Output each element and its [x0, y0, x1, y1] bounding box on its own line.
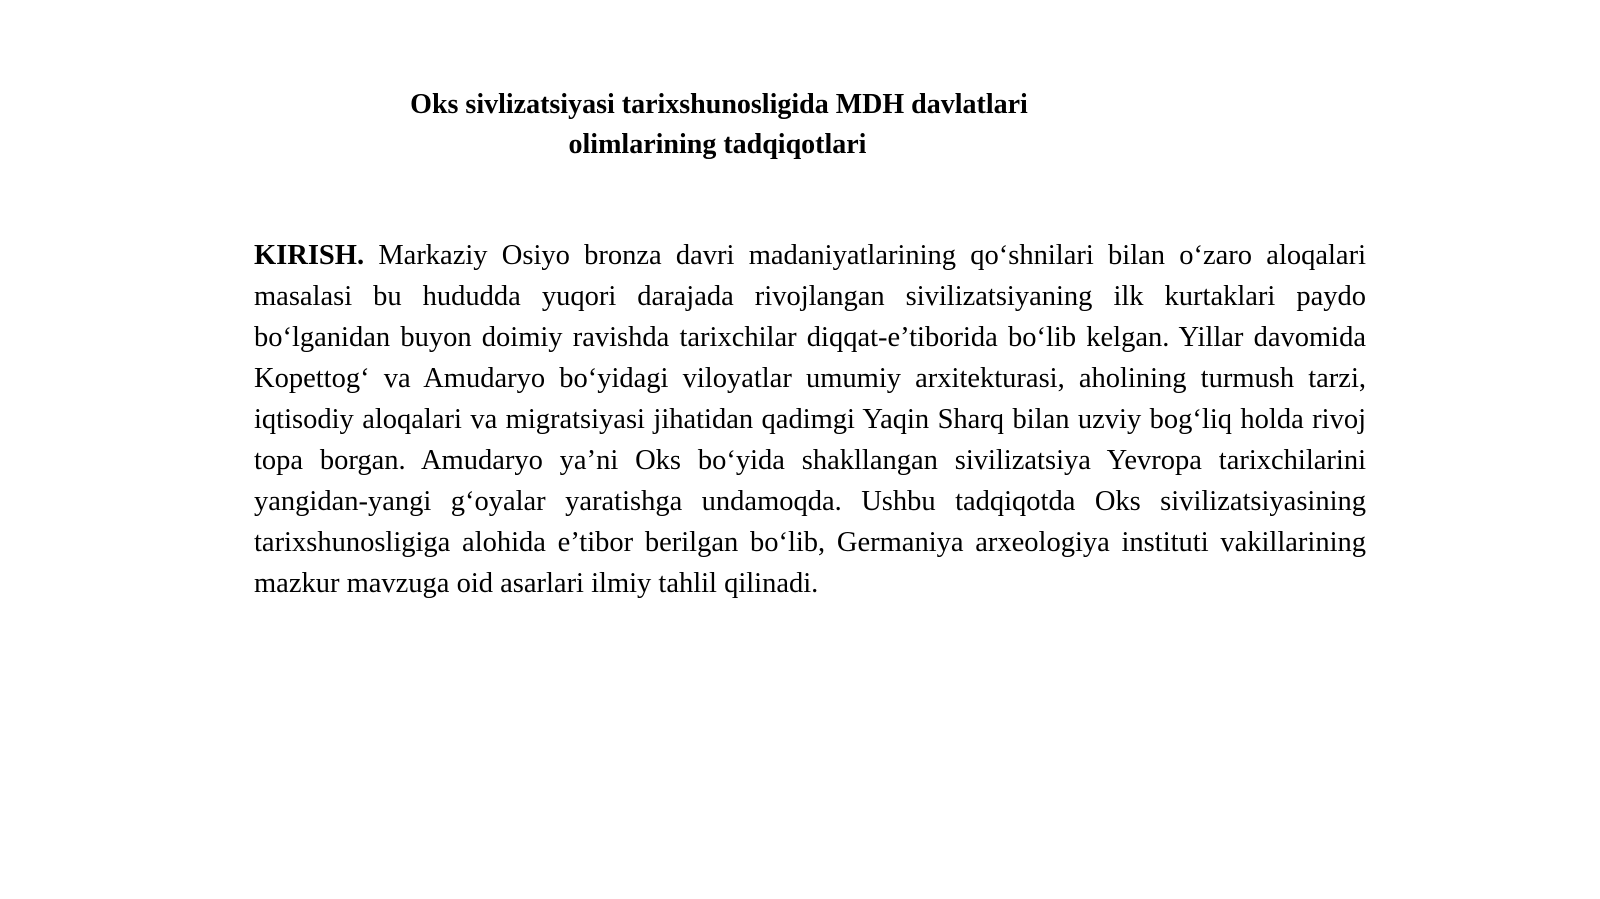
title-line-1: Oks sivlizatsiyasi tarixshunosligida MDH davlatlari: [410, 89, 1028, 120]
intro-label: KIRISH.: [254, 240, 365, 271]
intro-paragraph: [254, 235, 1366, 604]
title-line-2: olimlarining tadqiqotlari: [568, 129, 867, 160]
document-title: [400, 85, 1040, 165]
intro-text: Markaziy Osiyo bronza davri madaniyatlarining qo‘shnilari bilan o‘zaro aloqalari masalasi bu hududda yuqori darajada rivojlangan sivilizatsiyaning ilk kurtaklari paydo bo‘lganidan buyon doimiy ravishda tarixchilar diqqat-e’tiborida bo‘lib kelgan. Yillar davomida Kopettog‘ va Amudaryo bo‘yidagi viloyatlar umumiy arxitekturasi, aholining turmush tarzi, iqtisodiy aloqalari va migratsiyasi jihatidan qadimgi Yaqin Sharq bilan uzviy bog‘liq holda rivoj topa borgan. Amudaryo ya’ni Oks bo‘yida shakllangan sivilizatsiya Yevropa tarixchilarini yangidan-yangi g‘oyalar yaratishga undamoqda. Ushbu tadqiqotda Oks sivilizatsiyasining tarixshunosligiga alohida e’tibor berilgan bo‘lib, Germaniya arxeologiya instituti vakillarining mazkur mavzuga oid asarlari ilmiy tahlil qilinadi.: [254, 240, 1366, 599]
